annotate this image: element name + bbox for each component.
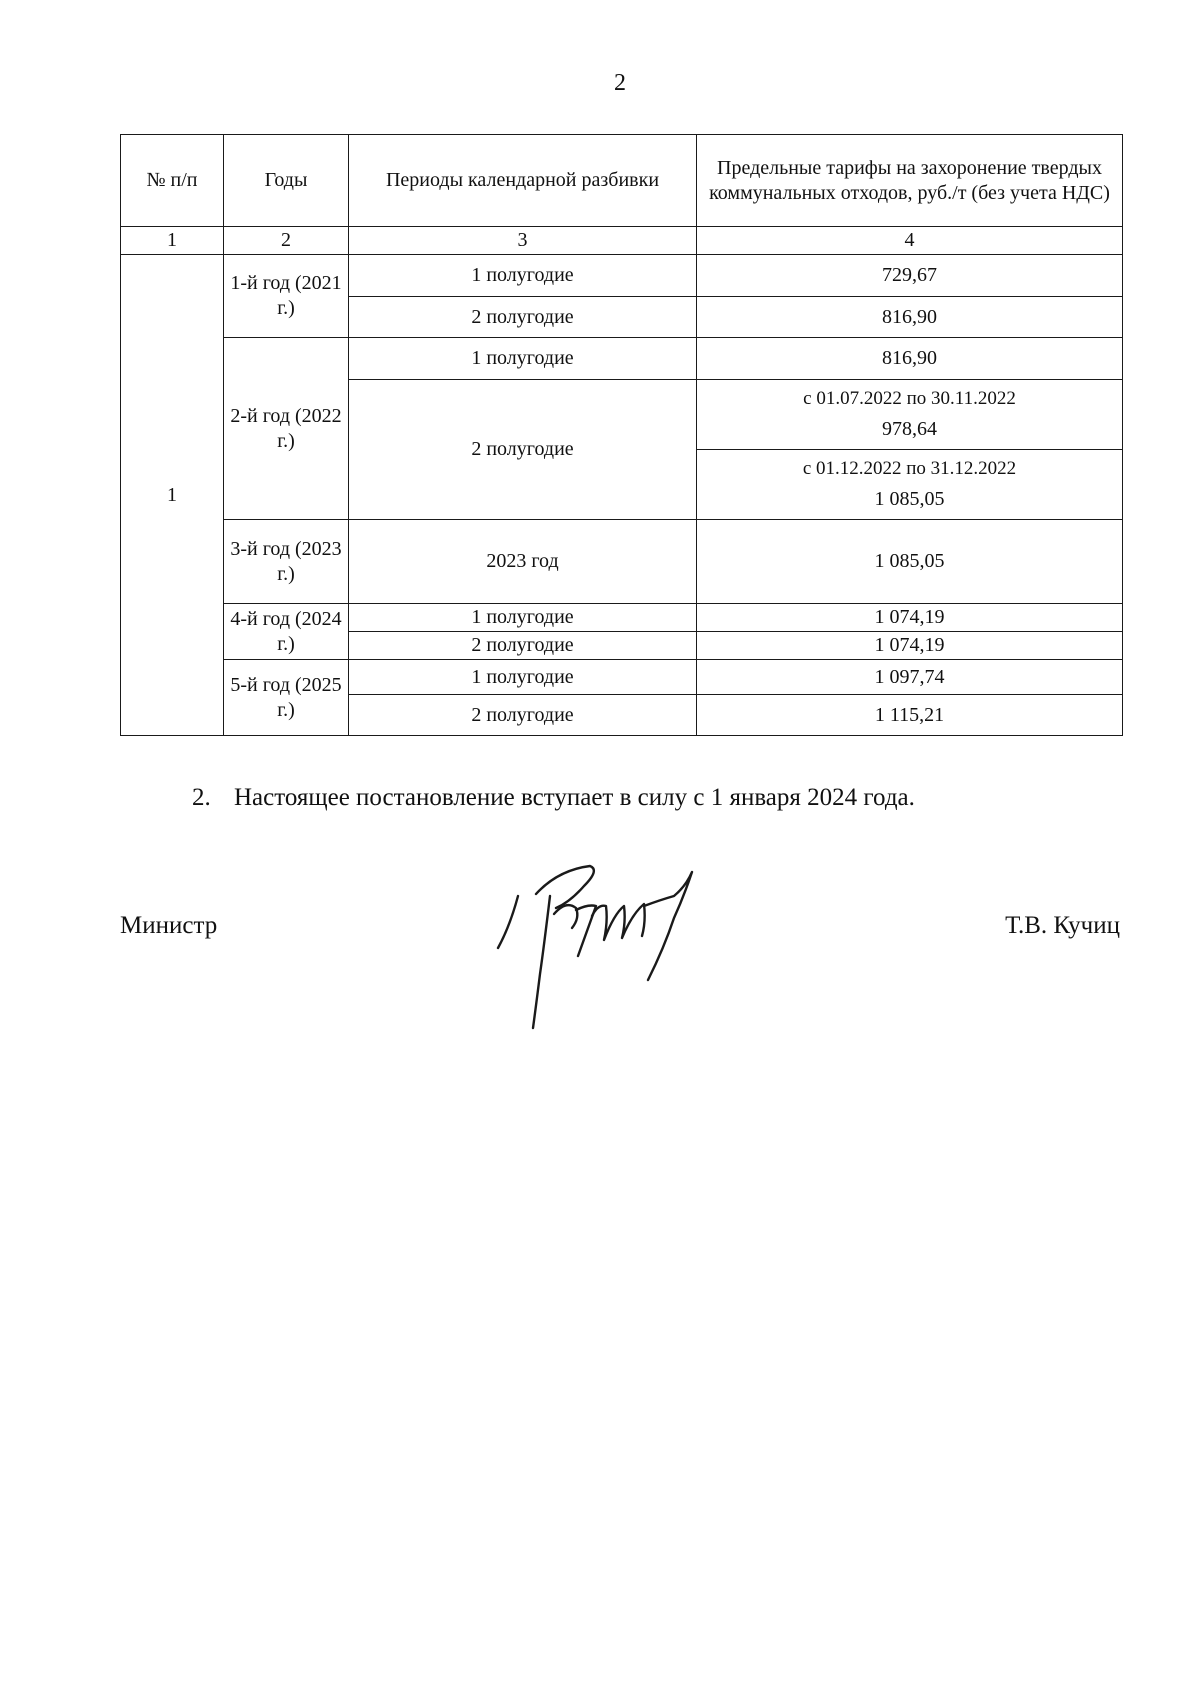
signer-title: Министр [120, 912, 218, 939]
tariff-cell: 1 074,19 [697, 632, 1123, 660]
header-years: Годы [224, 135, 349, 227]
tariff-cell: 816,90 [697, 338, 1123, 380]
period-cell: 2 полугодие [349, 380, 697, 520]
header-tariffs: Предельные тарифы на захоронение твердых коммунальных отходов, руб./т (без учета НДС) [697, 135, 1123, 227]
row-number-cell: 1 [121, 255, 224, 736]
table-row [121, 604, 1123, 632]
tariff-cell: 1 085,05 [697, 520, 1123, 604]
tariff-cell: 816,90 [697, 297, 1123, 338]
tariff-date-range: с 01.12.2022 по 31.12.2022 [802, 458, 1017, 480]
period-cell: 1 полугодие [349, 255, 697, 297]
column-number: 2 [224, 227, 349, 255]
period-cell: 2 полугодие [349, 297, 697, 338]
tariff-cell: 729,67 [697, 255, 1123, 297]
header-num: № п/п [121, 135, 224, 227]
year-cell: 1-й год (2021 г.) [224, 255, 349, 338]
table-row [121, 255, 1123, 297]
period-cell: 2 полугодие [349, 632, 697, 660]
period-cell: 2023 год [349, 520, 697, 604]
column-number: 4 [697, 227, 1123, 255]
column-number-row [121, 227, 1123, 255]
year-cell: 3-й год (2023 г.) [224, 520, 349, 604]
tariff-date-range: с 01.07.2022 по 30.11.2022 [803, 388, 1016, 410]
table-row [121, 520, 1123, 604]
period-cell: 1 полугодие [349, 604, 697, 632]
tariff-cell-dated [697, 380, 1123, 450]
year-cell: 5-й год (2025 г.) [224, 660, 349, 736]
clause-number: 2. [192, 784, 211, 811]
tariff-cell: 1 074,19 [697, 604, 1123, 632]
tariff-table [120, 134, 1123, 736]
signer-name: Т.В. Кучиц [1005, 912, 1120, 939]
clause-text: Настоящее постановление вступает в силу с 1 января 2024 года. [234, 784, 915, 811]
period-cell: 1 полугодие [349, 338, 697, 380]
tariff-cell: 1 115,21 [697, 695, 1123, 736]
column-number: 1 [121, 227, 224, 255]
period-cell: 2 полугодие [349, 695, 697, 736]
period-cell: 1 полугодие [349, 660, 697, 695]
tariff-cell: 1 097,74 [697, 660, 1123, 695]
year-cell: 2-й год (2022 г.) [224, 338, 349, 520]
tariff-cell-dated [697, 450, 1123, 520]
clause-2 [192, 784, 915, 812]
tariff-value: 1 085,05 [874, 487, 945, 510]
table-row [121, 660, 1123, 695]
column-number: 3 [349, 227, 697, 255]
table-header-row [121, 135, 1123, 227]
page-number: 2 [614, 70, 626, 96]
tariff-value: 978,64 [882, 417, 937, 440]
table-row [121, 338, 1123, 380]
header-periods: Периоды календарной разбивки [349, 135, 697, 227]
handwritten-signature [488, 856, 748, 1036]
year-cell: 4-й год (2024 г.) [224, 604, 349, 660]
